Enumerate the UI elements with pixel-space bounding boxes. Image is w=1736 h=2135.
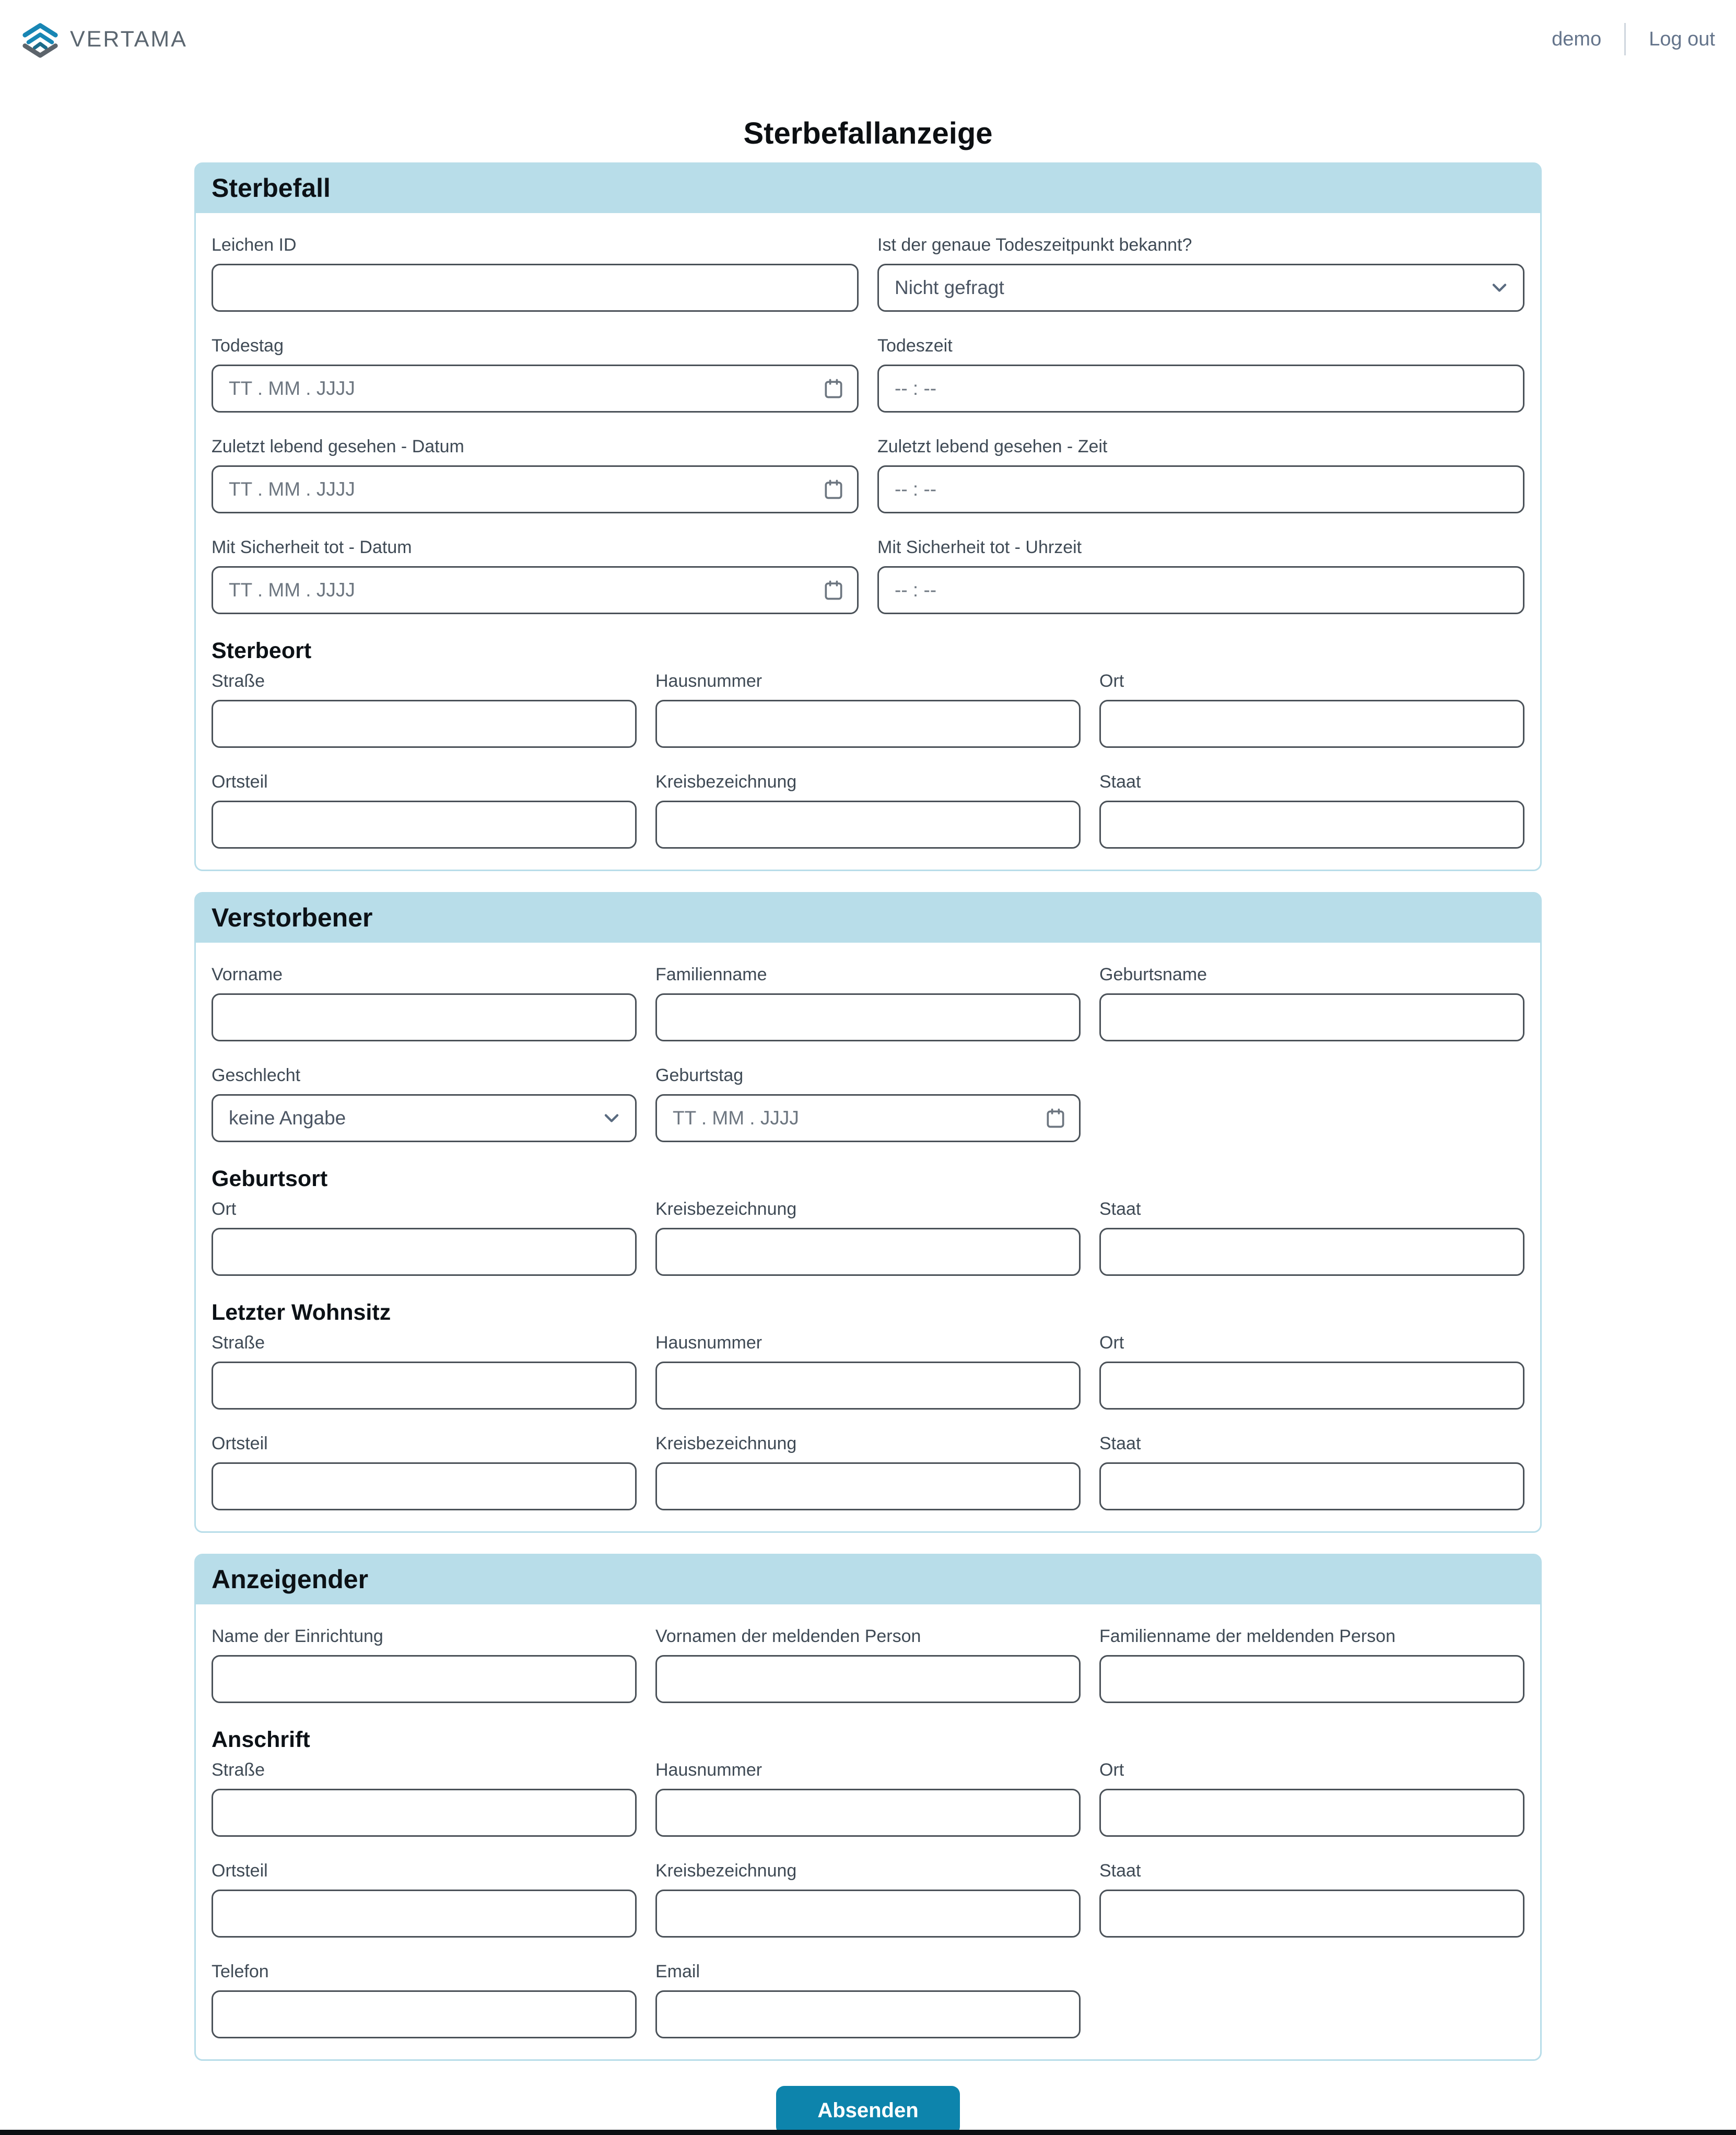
field-todestag xyxy=(212,336,859,413)
staat-label: Staat xyxy=(1099,1199,1141,1219)
topbar xyxy=(0,0,1736,78)
field-geburtstag xyxy=(655,1065,1081,1142)
sterbeort-ortsteil-input[interactable] xyxy=(212,801,637,849)
kreisbezeichnung-label: Kreisbezeichnung xyxy=(655,1434,797,1453)
section-sterbefall xyxy=(194,162,1542,871)
subsection-title-sterbeort: Sterbeort xyxy=(212,638,312,663)
vorname-label: Vorname xyxy=(212,965,283,984)
familienname-meldend-label: Familienname der meldenden Person xyxy=(1099,1626,1395,1646)
field-empty xyxy=(1099,1962,1524,2038)
field-zuletzt-gesehen-zeit xyxy=(877,437,1524,513)
field-anschrift-kreisbezeichnung xyxy=(655,1861,1081,1938)
field-todeszeitpunkt xyxy=(877,235,1524,312)
ortsteil-label: Ortsteil xyxy=(212,1861,268,1881)
field-todeszeit xyxy=(877,336,1524,413)
einrichtung-label: Name der Einrichtung xyxy=(212,1626,383,1646)
field-sterbeort-ort xyxy=(1099,671,1524,748)
anschrift-kreisbezeichnung-input[interactable] xyxy=(655,1890,1081,1938)
submit-area xyxy=(0,2086,1736,2135)
anschrift-ort-input[interactable] xyxy=(1099,1789,1524,1837)
telefon-label: Telefon xyxy=(212,1962,269,1981)
field-geburtsname xyxy=(1099,965,1524,1041)
field-zuletzt-gesehen-datum xyxy=(212,437,859,513)
sicher-tot-uhrzeit-input[interactable] xyxy=(877,566,1524,614)
vornamen-meldend-label: Vornamen der meldenden Person xyxy=(655,1626,921,1646)
field-anschrift-ort xyxy=(1099,1760,1524,1837)
logout-link[interactable]: Log out xyxy=(1649,28,1715,50)
hausnummer-label: Hausnummer xyxy=(655,1333,763,1353)
subsection-title-wohnsitz: Letzter Wohnsitz xyxy=(212,1300,391,1325)
field-vorname xyxy=(212,965,637,1041)
wohnsitz-ortsteil-input[interactable] xyxy=(212,1462,637,1510)
field-sicher-tot-uhrzeit xyxy=(877,537,1524,614)
geburtsort-kreisbezeichnung-input[interactable] xyxy=(655,1228,1081,1276)
field-familienname xyxy=(655,965,1081,1041)
hausnummer-label: Hausnummer xyxy=(655,671,763,691)
section-body-sterbefall xyxy=(196,213,1540,870)
section-header-verstorbener xyxy=(196,894,1540,943)
geburtsort-staat-input[interactable] xyxy=(1099,1228,1524,1276)
zuletzt-gesehen-datum-input[interactable] xyxy=(212,465,859,513)
sicher-tot-datum-input[interactable] xyxy=(212,566,859,614)
field-wohnsitz-ort xyxy=(1099,1333,1524,1410)
wohnsitz-staat-input[interactable] xyxy=(1099,1462,1524,1510)
vertama-logo-icon xyxy=(20,19,61,60)
brand-name: VERTAMA xyxy=(70,26,187,52)
field-einrichtung xyxy=(212,1626,637,1703)
section-title: Anzeigender xyxy=(212,1565,369,1594)
todestag-label: Todestag xyxy=(212,336,284,356)
topnav xyxy=(1552,23,1715,55)
todeszeitpunkt-selected-value: Nicht gefragt xyxy=(895,277,1004,298)
email-label: Email xyxy=(655,1962,700,1981)
todeszeitpunkt-select[interactable] xyxy=(877,264,1524,312)
field-anschrift-staat xyxy=(1099,1861,1524,1938)
geburtstag-label: Geburtstag xyxy=(655,1065,744,1085)
ortsteil-label: Ortsteil xyxy=(212,772,268,792)
geburtstag-input[interactable] xyxy=(655,1094,1081,1142)
staat-label: Staat xyxy=(1099,1861,1141,1881)
wohnsitz-kreisbezeichnung-input[interactable] xyxy=(655,1462,1081,1510)
field-anschrift-ortsteil xyxy=(212,1861,637,1938)
subsection-title-geburtsort: Geburtsort xyxy=(212,1166,328,1191)
sicher-tot-datum-label: Mit Sicherheit tot - Datum xyxy=(212,537,412,557)
strasse-label: Straße xyxy=(212,1333,265,1353)
leichen-id-label: Leichen ID xyxy=(212,235,297,255)
leichen-id-input[interactable] xyxy=(212,264,859,312)
sicher-tot-uhrzeit-label: Mit Sicherheit tot - Uhrzeit xyxy=(877,537,1082,557)
field-vornamen-meldend xyxy=(655,1626,1081,1703)
field-sicher-tot-datum xyxy=(212,537,859,614)
field-sterbeort-hausnummer xyxy=(655,671,1081,748)
geschlecht-select[interactable] xyxy=(212,1094,637,1142)
zuletzt-gesehen-datum-label: Zuletzt lebend gesehen - Datum xyxy=(212,437,464,456)
strasse-label: Straße xyxy=(212,1760,265,1780)
familienname-input[interactable] xyxy=(655,993,1081,1041)
user-menu[interactable]: demo xyxy=(1552,28,1602,50)
staat-label: Staat xyxy=(1099,772,1141,792)
section-anzeigender xyxy=(194,1554,1542,2061)
section-header-anzeigender xyxy=(196,1555,1540,1604)
kreisbezeichnung-label: Kreisbezeichnung xyxy=(655,772,797,792)
anschrift-hausnummer-input[interactable] xyxy=(655,1789,1081,1837)
vorname-input[interactable] xyxy=(212,993,637,1041)
section-verstorbener xyxy=(194,892,1542,1533)
zuletzt-gesehen-zeit-input[interactable] xyxy=(877,465,1524,513)
field-leichen-id xyxy=(212,235,859,312)
field-sterbeort-staat xyxy=(1099,772,1524,849)
telefon-input[interactable] xyxy=(212,1990,637,2038)
field-geburtsort-staat xyxy=(1099,1199,1524,1276)
vornamen-meldend-input[interactable] xyxy=(655,1655,1081,1703)
ort-label: Ort xyxy=(1099,671,1124,691)
geschlecht-selected-value: keine Angabe xyxy=(229,1107,346,1129)
field-sterbeort-strasse xyxy=(212,671,637,748)
field-telefon xyxy=(212,1962,637,2038)
email-input[interactable] xyxy=(655,1990,1081,2038)
field-wohnsitz-kreisbezeichnung xyxy=(655,1434,1081,1510)
familienname-meldend-input[interactable] xyxy=(1099,1655,1524,1703)
wohnsitz-hausnummer-input[interactable] xyxy=(655,1362,1081,1410)
sterbeort-kreisbezeichnung-input[interactable] xyxy=(655,801,1081,849)
field-anschrift-hausnummer xyxy=(655,1760,1081,1837)
field-email xyxy=(655,1962,1081,2038)
subsection-title-anschrift: Anschrift xyxy=(212,1727,310,1752)
field-geburtsort-ort xyxy=(212,1199,637,1276)
field-anschrift-strasse xyxy=(212,1760,637,1837)
bottom-window-edge xyxy=(0,2130,1736,2135)
field-sterbeort-kreisbezeichnung xyxy=(655,772,1081,849)
todeszeit-input[interactable] xyxy=(877,365,1524,413)
field-empty xyxy=(1099,1065,1524,1142)
geburtsname-label: Geburtsname xyxy=(1099,965,1207,984)
sterbeort-staat-input[interactable] xyxy=(1099,801,1524,849)
field-wohnsitz-strasse xyxy=(212,1333,637,1410)
todestag-input[interactable] xyxy=(212,365,859,413)
section-body-anzeigender xyxy=(196,1604,1540,2059)
anschrift-staat-input[interactable] xyxy=(1099,1890,1524,1938)
kreisbezeichnung-label: Kreisbezeichnung xyxy=(655,1861,797,1881)
staat-label: Staat xyxy=(1099,1434,1141,1453)
wohnsitz-strasse-input[interactable] xyxy=(212,1362,637,1410)
familienname-label: Familienname xyxy=(655,965,767,984)
brand xyxy=(20,19,187,60)
geburtsort-ort-input[interactable] xyxy=(212,1228,637,1276)
ort-label: Ort xyxy=(1099,1760,1124,1780)
hausnummer-label: Hausnummer xyxy=(655,1760,763,1780)
zuletzt-gesehen-zeit-label: Zuletzt lebend gesehen - Zeit xyxy=(877,437,1108,456)
sterbeort-strasse-input[interactable] xyxy=(212,700,637,748)
field-geschlecht xyxy=(212,1065,637,1142)
section-body-verstorbener xyxy=(196,943,1540,1531)
submit-button[interactable]: Absenden xyxy=(776,2086,960,2135)
section-title: Sterbefall xyxy=(212,173,331,203)
ort-label: Ort xyxy=(212,1199,237,1219)
einrichtung-input[interactable] xyxy=(212,1655,637,1703)
page-title: Sterbefallanzeige xyxy=(743,116,993,150)
field-geburtsort-kreisbezeichnung xyxy=(655,1199,1081,1276)
section-title: Verstorbener xyxy=(212,903,373,932)
field-wohnsitz-staat xyxy=(1099,1434,1524,1510)
sterbeort-ort-input[interactable] xyxy=(1099,700,1524,748)
section-header-sterbefall xyxy=(196,164,1540,213)
field-familienname-meldend xyxy=(1099,1626,1524,1703)
geburtsname-input[interactable] xyxy=(1099,993,1524,1041)
field-wohnsitz-ortsteil xyxy=(212,1434,637,1510)
strasse-label: Straße xyxy=(212,671,265,691)
geschlecht-label: Geschlecht xyxy=(212,1065,301,1085)
todeszeitpunkt-label: Ist der genaue Todeszeitpunkt bekannt? xyxy=(877,235,1192,255)
ortsteil-label: Ortsteil xyxy=(212,1434,268,1453)
ort-label: Ort xyxy=(1099,1333,1124,1353)
anschrift-ortsteil-input[interactable] xyxy=(212,1890,637,1938)
field-wohnsitz-hausnummer xyxy=(655,1333,1081,1410)
kreisbezeichnung-label: Kreisbezeichnung xyxy=(655,1199,797,1219)
wohnsitz-ort-input[interactable] xyxy=(1099,1362,1524,1410)
field-sterbeort-ortsteil xyxy=(212,772,637,849)
todeszeit-label: Todeszeit xyxy=(877,336,953,356)
anschrift-strasse-input[interactable] xyxy=(212,1789,637,1837)
topnav-divider xyxy=(1624,23,1626,55)
sterbeort-hausnummer-input[interactable] xyxy=(655,700,1081,748)
